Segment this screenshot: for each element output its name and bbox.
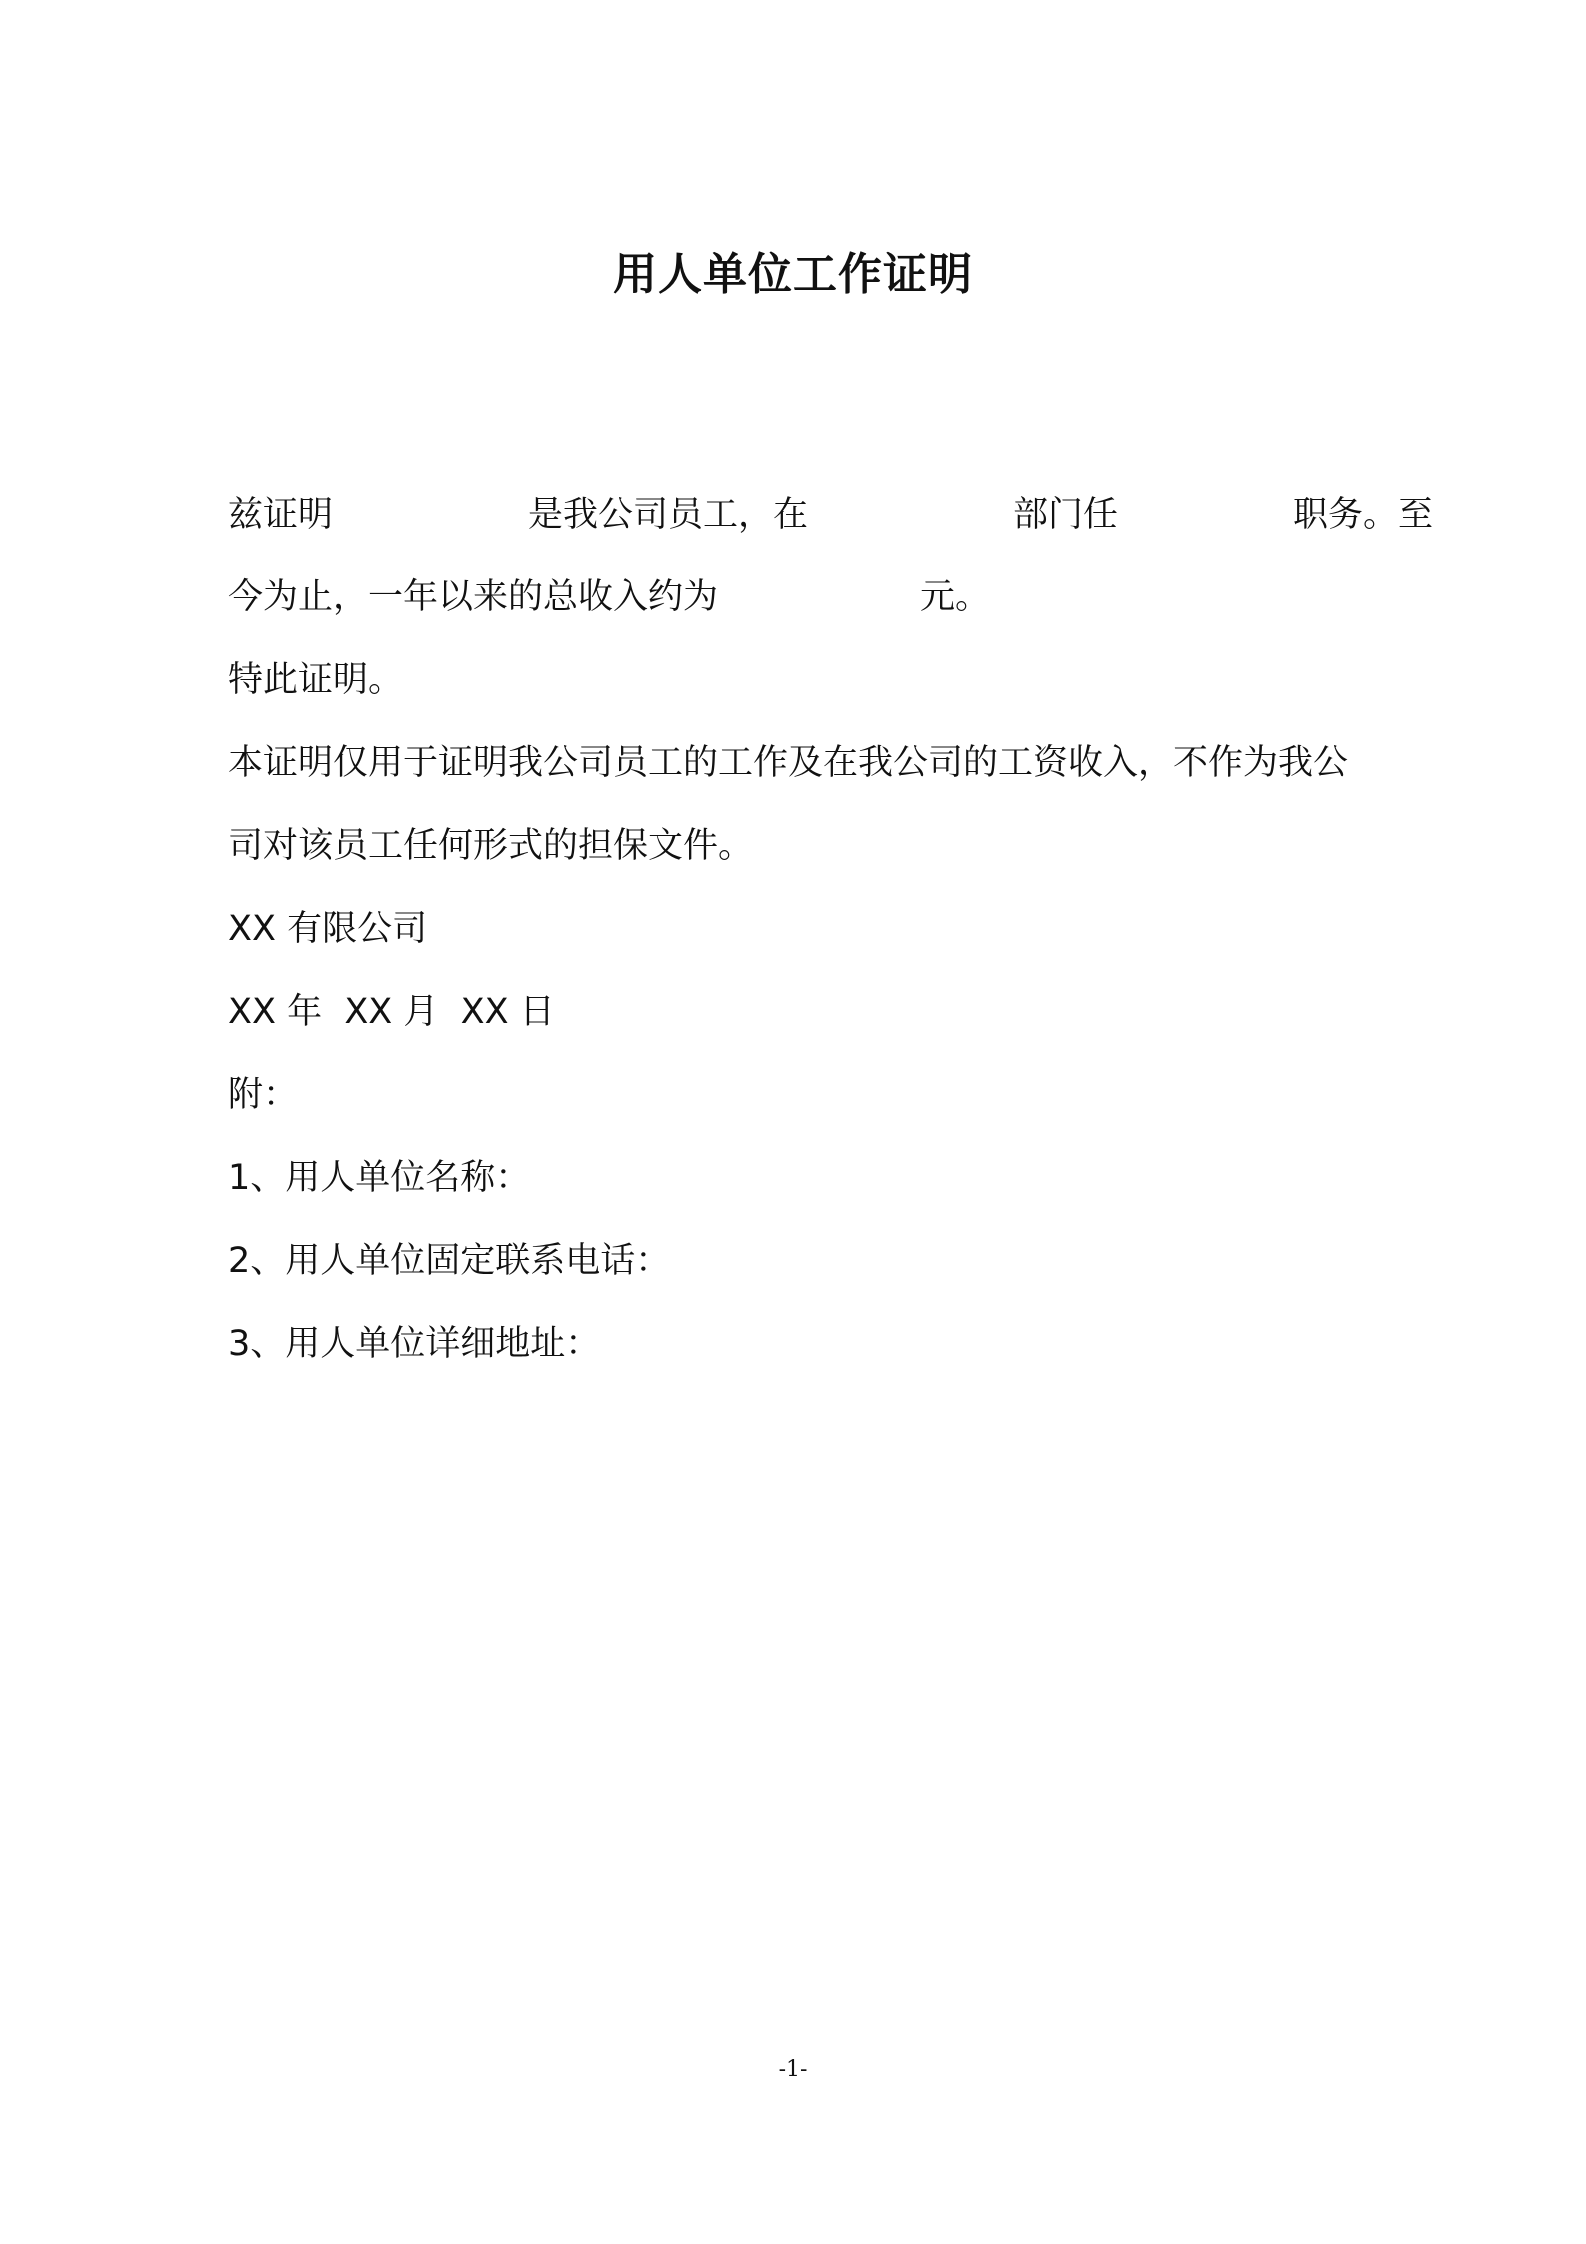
issue-date: XX 年 XX 月 XX 日 xyxy=(228,992,555,1032)
page-number: -1- xyxy=(778,2057,808,2082)
attachment-item-address: 3、用人单位详细地址： xyxy=(228,1324,601,1364)
position-text: 职务。至 xyxy=(1293,495,1434,535)
document-title: 用人单位工作证明 xyxy=(613,249,973,300)
attachment-item-phone: 2、用人单位固定联系电话： xyxy=(228,1241,671,1281)
income-text: 今为止，一年以来的总收入约为 xyxy=(228,577,719,617)
currency-text: 元。 xyxy=(920,577,991,617)
certify-statement: 特此证明。 xyxy=(228,660,404,700)
notice-line-2: 司对该员工任何形式的担保文件。 xyxy=(228,826,754,866)
certification-line-1 xyxy=(0,490,1586,540)
attachment-item-name: 1、用人单位名称： xyxy=(228,1158,531,1198)
certify-prefix: 兹证明 xyxy=(228,495,334,535)
department-text: 部门任 xyxy=(1013,495,1119,535)
company-name: XX 有限公司 xyxy=(228,909,428,949)
attachment-label: 附： xyxy=(228,1075,299,1115)
employee-status-text: 是我公司员工，在 xyxy=(528,495,809,535)
certification-line-2 xyxy=(0,572,1586,622)
notice-line-1: 本证明仅用于证明我公司员工的工作及在我公司的工资收入，不作为我公 xyxy=(228,743,1349,783)
